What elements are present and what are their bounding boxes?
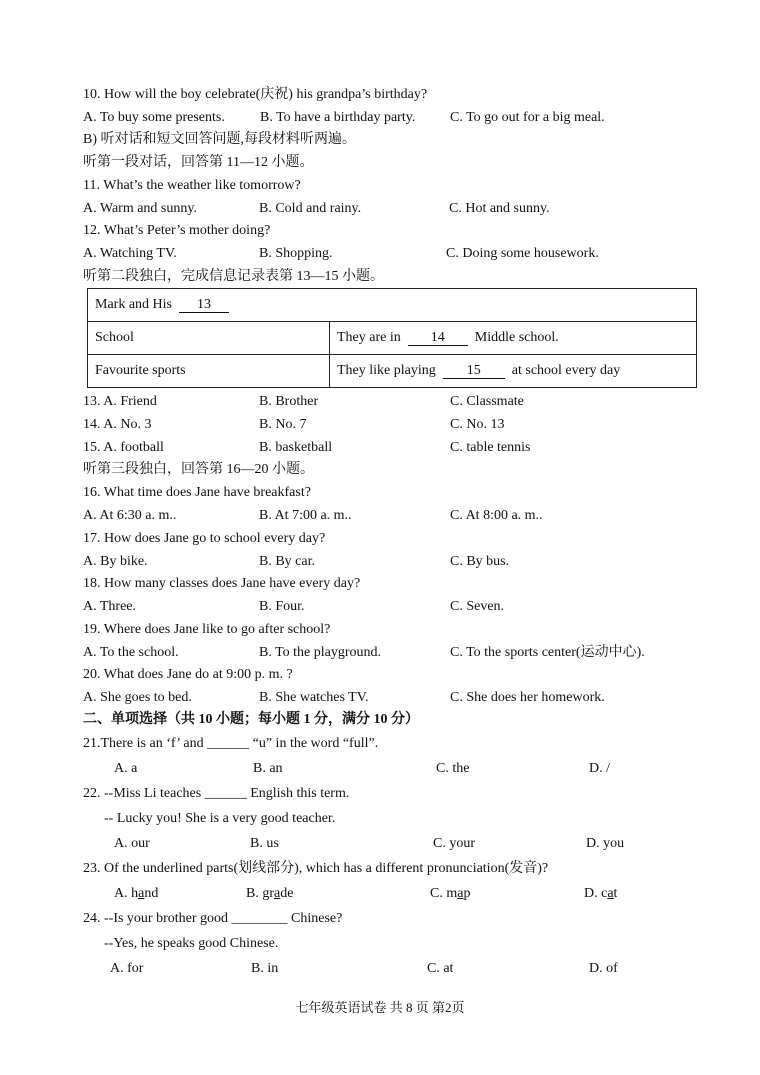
q15-option-c: C. table tennis: [450, 440, 531, 455]
q24-option-b: B. in: [251, 961, 279, 976]
q23-b-post: de: [280, 886, 294, 901]
q20-option-a: A. She goes to bed.: [83, 690, 192, 705]
q21-option-c: C. the: [436, 761, 470, 776]
q13-option-a: 13. A. Friend: [83, 394, 157, 409]
q22-option-c: C. your: [433, 836, 475, 851]
q23-a-underlined: a: [138, 886, 145, 901]
q12-option-c: C. Doing some housework.: [446, 246, 599, 261]
dialogue-1-heading: 听第一段对话，回答第 11—12 小题。: [83, 155, 314, 170]
q19-option-c: C. To the sports center(运动中心).: [450, 645, 645, 660]
q16-option-b: B. At 7:00 a. m..: [259, 508, 352, 523]
q22-option-a: A. our: [114, 836, 150, 851]
q20-option-c: C. She does her homework.: [450, 690, 605, 705]
blank-13: 13: [179, 297, 229, 313]
q22-stem-reply: -- Lucky you! She is a very good teacher.: [104, 811, 336, 826]
sports-value-cell: [330, 355, 697, 388]
q17-option-c: C. By bus.: [450, 554, 510, 569]
q14-option-c: C. No. 13: [450, 417, 505, 432]
q22-stem: 22. --Miss Li teaches ______ English this term.: [83, 786, 350, 801]
q21-option-d: D. /: [589, 761, 610, 776]
q10-option-c: C. To go out for a big meal.: [450, 110, 605, 125]
q23-stem: 23. Of the underlined parts(划线部分), which has a different pronunciation(发音)?: [83, 861, 549, 876]
info-record-table: [87, 288, 697, 388]
q23-option-d: [584, 885, 617, 903]
q11-option-c: C. Hot and sunny.: [449, 201, 550, 216]
q23-d-pre: D. c: [584, 886, 608, 901]
q23-c-pre: C. m: [430, 886, 458, 901]
q15-option-a: 15. A. football: [83, 440, 164, 455]
q23-b-pre: B. gr: [246, 886, 274, 901]
q23-option-c: [430, 885, 470, 903]
monologue-3-heading: 听第三段独白，回答第 16—20 小题。: [83, 462, 314, 477]
q10-stem: 10. How will the boy celebrate(庆祝) his grandpa’s birthday?: [83, 87, 428, 102]
q23-c-underlined: a: [457, 886, 464, 901]
q23-option-a: [114, 885, 158, 903]
q23-b-underlined: a: [274, 886, 281, 901]
part-2-heading: 二、单项选择（共 10 小题；每小题 1 分，满分 10 分）: [83, 712, 419, 727]
q15-option-b: B. basketball: [259, 440, 333, 455]
q11-stem: 11. What’s the weather like tomorrow?: [83, 178, 301, 193]
q24-option-a: A. for: [110, 961, 144, 976]
q24-stem: 24. --Is your brother good ________ Chinese?: [83, 911, 343, 926]
q18-stem: 18. How many classes does Jane have every day?: [83, 576, 361, 591]
q10-option-a: A. To buy some presents.: [83, 110, 225, 125]
page-footer: 七年级英语试卷 共 8 页 第2页: [295, 1000, 465, 1015]
q21-stem: 21.There is an ‘f’ and ______ “u” in the word “full”.: [83, 736, 379, 751]
blank-14: 14: [408, 330, 468, 346]
q17-option-a: A. By bike.: [83, 554, 148, 569]
school-text-pre: They are in: [337, 330, 401, 345]
q12-option-b: B. Shopping.: [259, 246, 333, 261]
q23-d-post: t: [613, 886, 618, 901]
q22-option-d: D. you: [586, 836, 625, 851]
sports-text-pre: They like playing: [337, 363, 436, 378]
q23-option-b: [246, 885, 293, 903]
school-value-cell: [330, 322, 697, 355]
q24-option-d: D. of: [589, 961, 618, 976]
school-label-cell: [88, 322, 330, 355]
q23-d-underlined: a: [607, 886, 614, 901]
q21-option-b: B. an: [253, 761, 283, 776]
q18-option-a: A. Three.: [83, 599, 136, 614]
q16-stem: 16. What time does Jane have breakfast?: [83, 485, 311, 500]
q11-option-b: B. Cold and rainy.: [259, 201, 362, 216]
q19-stem: 19. Where does Jane like to go after school?: [83, 622, 331, 637]
q12-option-a: A. Watching TV.: [83, 246, 177, 261]
q16-option-c: C. At 8:00 a. m..: [450, 508, 543, 523]
q17-option-b: B. By car.: [259, 554, 315, 569]
q19-option-b: B. To the playground.: [259, 645, 382, 660]
section-b-heading: B) 听对话和短文回答问题,每段材料听两遍。: [83, 132, 356, 147]
sports-label: Favourite sports: [95, 363, 186, 378]
q17-stem: 17. How does Jane go to school every day?: [83, 531, 326, 546]
blank-15: 15: [443, 363, 505, 379]
q16-option-a: A. At 6:30 a. m..: [83, 508, 177, 523]
q20-option-b: B. She watches TV.: [259, 690, 369, 705]
school-text-post: Middle school.: [474, 330, 559, 345]
q18-option-b: B. Four.: [259, 599, 305, 614]
q18-option-c: C. Seven.: [450, 599, 505, 614]
monologue-2-heading: 听第二段独白，完成信息记录表第 13—15 小题。: [83, 269, 384, 284]
q12-stem: 12. What’s Peter’s mother doing?: [83, 223, 271, 238]
q20-stem: 20. What does Jane do at 9:00 p. m. ?: [83, 667, 293, 682]
q24-option-c: C. at: [427, 961, 454, 976]
q13-option-b: B. Brother: [259, 394, 319, 409]
q22-option-b: B. us: [250, 836, 279, 851]
q23-a-pre: A. h: [114, 886, 139, 901]
q14-option-b: B. No. 7: [259, 417, 307, 432]
table-title: Mark and His: [95, 297, 172, 312]
q11-option-a: A. Warm and sunny.: [83, 201, 197, 216]
q10-option-b: B. To have a birthday party.: [260, 110, 416, 125]
q13-option-c: C. Classmate: [450, 394, 524, 409]
sports-label-cell: [88, 355, 330, 388]
sports-text-post: at school every day: [511, 363, 621, 378]
q19-option-a: A. To the school.: [83, 645, 179, 660]
q23-a-post: nd: [144, 886, 159, 901]
q23-c-post: p: [463, 886, 471, 901]
q21-option-a: A. a: [114, 761, 138, 776]
school-label: School: [95, 330, 134, 345]
q24-stem-reply: --Yes, he speaks good Chinese.: [104, 936, 279, 951]
q14-option-a: 14. A. No. 3: [83, 417, 152, 432]
table-title-cell: [88, 289, 697, 322]
